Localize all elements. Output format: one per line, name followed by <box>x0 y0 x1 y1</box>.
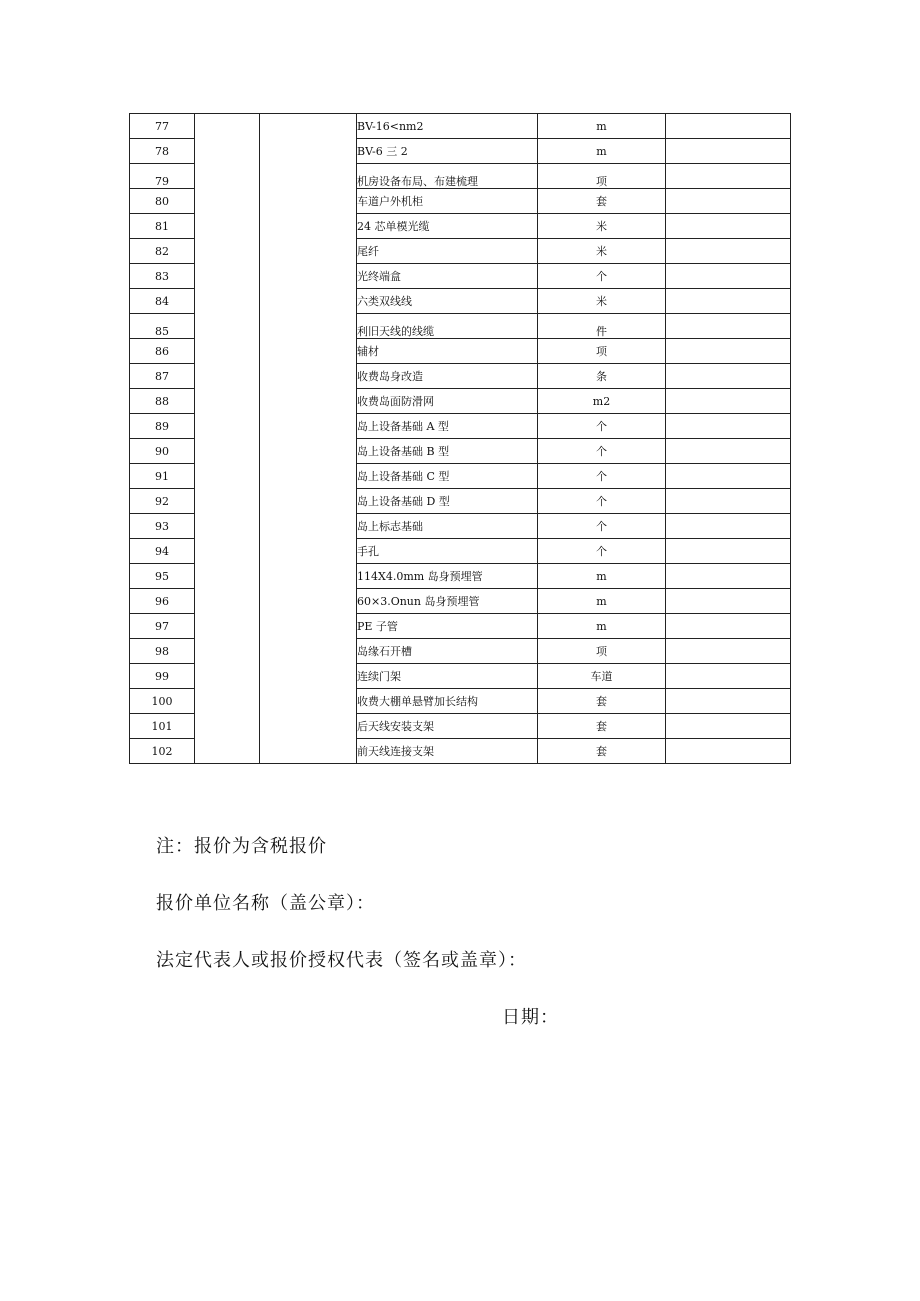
price-cell <box>666 439 791 464</box>
item-number-cell: 83 <box>130 264 195 289</box>
unit-cell: 个 <box>538 464 666 489</box>
price-cell <box>666 364 791 389</box>
item-name-cell: BV-16<nm2 <box>357 114 538 139</box>
item-name-cell: 收费岛面防滑网 <box>357 389 538 414</box>
item-number-cell: 89 <box>130 414 195 439</box>
item-number-cell: 82 <box>130 239 195 264</box>
item-number-cell: 91 <box>130 464 195 489</box>
item-name-cell: 后天线安装支架 <box>357 714 538 739</box>
merged-category-cell <box>195 114 260 764</box>
item-number-cell: 86 <box>130 339 195 364</box>
item-name-cell: 收费岛身改造 <box>357 364 538 389</box>
item-number-cell: 81 <box>130 214 195 239</box>
price-cell <box>666 664 791 689</box>
item-number-cell: 99 <box>130 664 195 689</box>
unit-cell: m <box>538 139 666 164</box>
price-cell <box>666 739 791 764</box>
price-cell <box>666 339 791 364</box>
item-number-cell: 93 <box>130 514 195 539</box>
item-number-cell: 88 <box>130 389 195 414</box>
item-number-cell: 90 <box>130 439 195 464</box>
item-name-cell: 六类双线线 <box>357 289 538 314</box>
unit-cell: 件 <box>538 314 666 339</box>
unit-cell: 米 <box>538 289 666 314</box>
item-number-cell: 97 <box>130 614 195 639</box>
item-number-cell: 95 <box>130 564 195 589</box>
item-name-cell: 岛上设备基础 C 型 <box>357 464 538 489</box>
price-cell <box>666 189 791 214</box>
item-name-cell: 辅材 <box>357 339 538 364</box>
item-name-cell: 岛上设备基础 D 型 <box>357 489 538 514</box>
item-name-cell: 利旧天线的线缆 <box>357 314 538 339</box>
price-cell <box>666 614 791 639</box>
item-number-cell: 94 <box>130 539 195 564</box>
item-number-cell: 84 <box>130 289 195 314</box>
price-cell <box>666 539 791 564</box>
price-cell <box>666 239 791 264</box>
item-name-cell: 114X4.0mm 岛身预埋管 <box>357 564 538 589</box>
unit-cell: 个 <box>538 439 666 464</box>
unit-cell: 个 <box>538 264 666 289</box>
unit-cell: 个 <box>538 539 666 564</box>
price-cell <box>666 314 791 339</box>
item-name-cell: 机房设备布局、布建梳理 <box>357 164 538 189</box>
price-cell <box>666 389 791 414</box>
unit-cell: m <box>538 564 666 589</box>
price-cell <box>666 689 791 714</box>
item-name-cell: 60×3.Onun 岛身预埋管 <box>357 589 538 614</box>
item-name-cell: 岛上标志基础 <box>357 514 538 539</box>
unit-cell: 米 <box>538 239 666 264</box>
tax-note: 注：报价为含税报价 <box>156 836 327 857</box>
price-cell <box>666 564 791 589</box>
unit-cell: 套 <box>538 739 666 764</box>
item-number-cell: 85 <box>130 314 195 339</box>
price-cell <box>666 589 791 614</box>
item-name-cell: BV-6 三 2 <box>357 139 538 164</box>
price-cell <box>666 464 791 489</box>
price-cell <box>666 514 791 539</box>
unit-cell: 项 <box>538 339 666 364</box>
unit-cell: 个 <box>538 414 666 439</box>
unit-cell: 车道 <box>538 664 666 689</box>
item-name-cell: 光终端盒 <box>357 264 538 289</box>
price-cell <box>666 489 791 514</box>
item-name-cell: 岛上设备基础 A 型 <box>357 414 538 439</box>
unit-cell: m <box>538 114 666 139</box>
price-cell <box>666 289 791 314</box>
item-number-cell: 87 <box>130 364 195 389</box>
price-cell <box>666 714 791 739</box>
item-number-cell: 101 <box>130 714 195 739</box>
item-number-cell: 78 <box>130 139 195 164</box>
item-name-cell: PE 子管 <box>357 614 538 639</box>
item-name-cell: 手孔 <box>357 539 538 564</box>
item-number-cell: 96 <box>130 589 195 614</box>
item-number-cell: 102 <box>130 739 195 764</box>
item-name-cell: 收费大棚单悬臂加长结构 <box>357 689 538 714</box>
item-number-cell: 100 <box>130 689 195 714</box>
date-label: 日期： <box>502 1007 559 1028</box>
merged-subcategory-cell <box>260 114 357 764</box>
item-name-cell: 岛上设备基础 B 型 <box>357 439 538 464</box>
item-name-cell: 尾纤 <box>357 239 538 264</box>
price-cell <box>666 414 791 439</box>
item-name-cell: 车道户外机柜 <box>357 189 538 214</box>
quote-table <box>129 113 791 764</box>
unit-cell: 项 <box>538 639 666 664</box>
price-cell <box>666 214 791 239</box>
price-cell <box>666 639 791 664</box>
unit-cell: 米 <box>538 214 666 239</box>
unit-cell: 个 <box>538 514 666 539</box>
unit-cell: m <box>538 614 666 639</box>
item-number-cell: 98 <box>130 639 195 664</box>
item-name-cell: 岛缘石开槽 <box>357 639 538 664</box>
unit-cell: m <box>538 589 666 614</box>
item-number-cell: 80 <box>130 189 195 214</box>
unit-cell: 条 <box>538 364 666 389</box>
table-row <box>130 114 791 139</box>
quote-table-body <box>130 114 791 764</box>
price-cell <box>666 139 791 164</box>
price-cell <box>666 164 791 189</box>
unit-cell: 套 <box>538 189 666 214</box>
item-name-cell: 前天线连接支架 <box>357 739 538 764</box>
item-number-cell: 77 <box>130 114 195 139</box>
price-cell <box>666 114 791 139</box>
item-number-cell: 92 <box>130 489 195 514</box>
unit-cell: 套 <box>538 714 666 739</box>
price-cell <box>666 264 791 289</box>
unit-cell: 项 <box>538 164 666 189</box>
item-name-cell: 连续门架 <box>357 664 538 689</box>
unit-cell: 个 <box>538 489 666 514</box>
unit-cell: m2 <box>538 389 666 414</box>
company-name-label: 报价单位名称（盖公章）： <box>156 893 375 914</box>
item-name-cell: 24 芯单模光缆 <box>357 214 538 239</box>
unit-cell: 套 <box>538 689 666 714</box>
representative-label: 法定代表人或报价授权代表（签名或盖章）： <box>156 950 527 971</box>
item-number-cell: 79 <box>130 164 195 189</box>
